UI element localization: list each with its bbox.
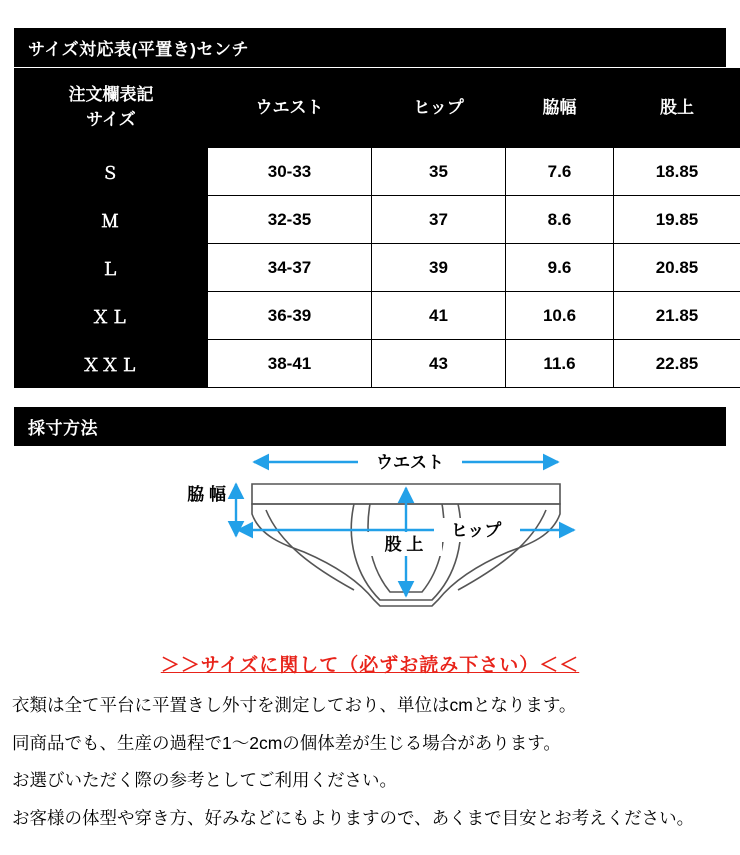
- table-row: [15, 292, 740, 340]
- cell-rise: 21.85: [614, 292, 740, 340]
- cell-hip: 43: [372, 340, 506, 388]
- table-row: [15, 340, 740, 388]
- table-row: [15, 196, 740, 244]
- cell-waist: 34-37: [208, 244, 372, 292]
- note-line: お選びいただく際の参考としてご利用ください。: [12, 770, 397, 791]
- hip-label: ヒップ: [450, 521, 502, 540]
- cell-rise: 19.85: [614, 196, 740, 244]
- note-line: お客様の体型や穿き方、好みなどにもよりますので、あくまで目安とお考えください。: [12, 807, 695, 828]
- table-row: [15, 244, 740, 292]
- notice-title: [0, 650, 740, 677]
- column-header-size-line1: 注文欄表記: [68, 85, 154, 105]
- measurement-diagram: [14, 440, 726, 640]
- size-chart-table: [14, 68, 740, 388]
- cell-waist: 38-41: [208, 340, 372, 388]
- briefs-diagram-svg: [14, 440, 726, 640]
- row-size-label: Ｓ: [15, 148, 208, 196]
- column-header-size-line2: サイズ: [86, 110, 136, 129]
- table-header-row: [15, 69, 740, 148]
- cell-side: 7.6: [506, 148, 614, 196]
- measurement-section-title: 採寸方法: [14, 407, 726, 446]
- row-size-label: Ｌ: [15, 244, 208, 292]
- row-size-label: Ｍ: [15, 196, 208, 244]
- notes-list: [12, 694, 730, 845]
- row-size-label: ＸＸＬ: [15, 340, 208, 388]
- cell-side: 10.6: [506, 292, 614, 340]
- column-header-side: 脇幅: [506, 69, 614, 148]
- column-header-hip: ヒップ: [372, 69, 506, 148]
- size-chart-section-title: サイズ対応表(平置き)センチ: [14, 28, 726, 67]
- cell-rise: 20.85: [614, 244, 740, 292]
- column-header-waist: ウエスト: [208, 69, 372, 148]
- note-line: 同商品でも、生産の過程で1〜2cmの個体差が生じる場合があります。: [12, 732, 561, 753]
- cell-hip: 41: [372, 292, 506, 340]
- notice-title-text: ＞＞サイズに関して（必ずお読み下さい）＜＜: [160, 655, 580, 676]
- table-row: [15, 148, 740, 196]
- side-width-label: 脇 幅: [187, 485, 226, 504]
- cell-waist: 32-35: [208, 196, 372, 244]
- cell-side: 9.6: [506, 244, 614, 292]
- waist-label: ウエスト: [376, 453, 444, 472]
- rise-label: 股 上: [384, 535, 424, 554]
- cell-side: 8.6: [506, 196, 614, 244]
- cell-hip: 35: [372, 148, 506, 196]
- note-line: 衣類は全て平台に平置きし外寸を測定しており、単位はcmとなります。: [12, 695, 577, 715]
- cell-waist: 30-33: [208, 148, 372, 196]
- column-header-rise: 股上: [614, 69, 740, 148]
- row-size-label: ＸＬ: [15, 292, 208, 340]
- cell-hip: 37: [372, 196, 506, 244]
- cell-rise: 22.85: [614, 340, 740, 388]
- cell-side: 11.6: [506, 340, 614, 388]
- cell-hip: 39: [372, 244, 506, 292]
- column-header-size: [15, 69, 208, 148]
- cell-waist: 36-39: [208, 292, 372, 340]
- cell-rise: 18.85: [614, 148, 740, 196]
